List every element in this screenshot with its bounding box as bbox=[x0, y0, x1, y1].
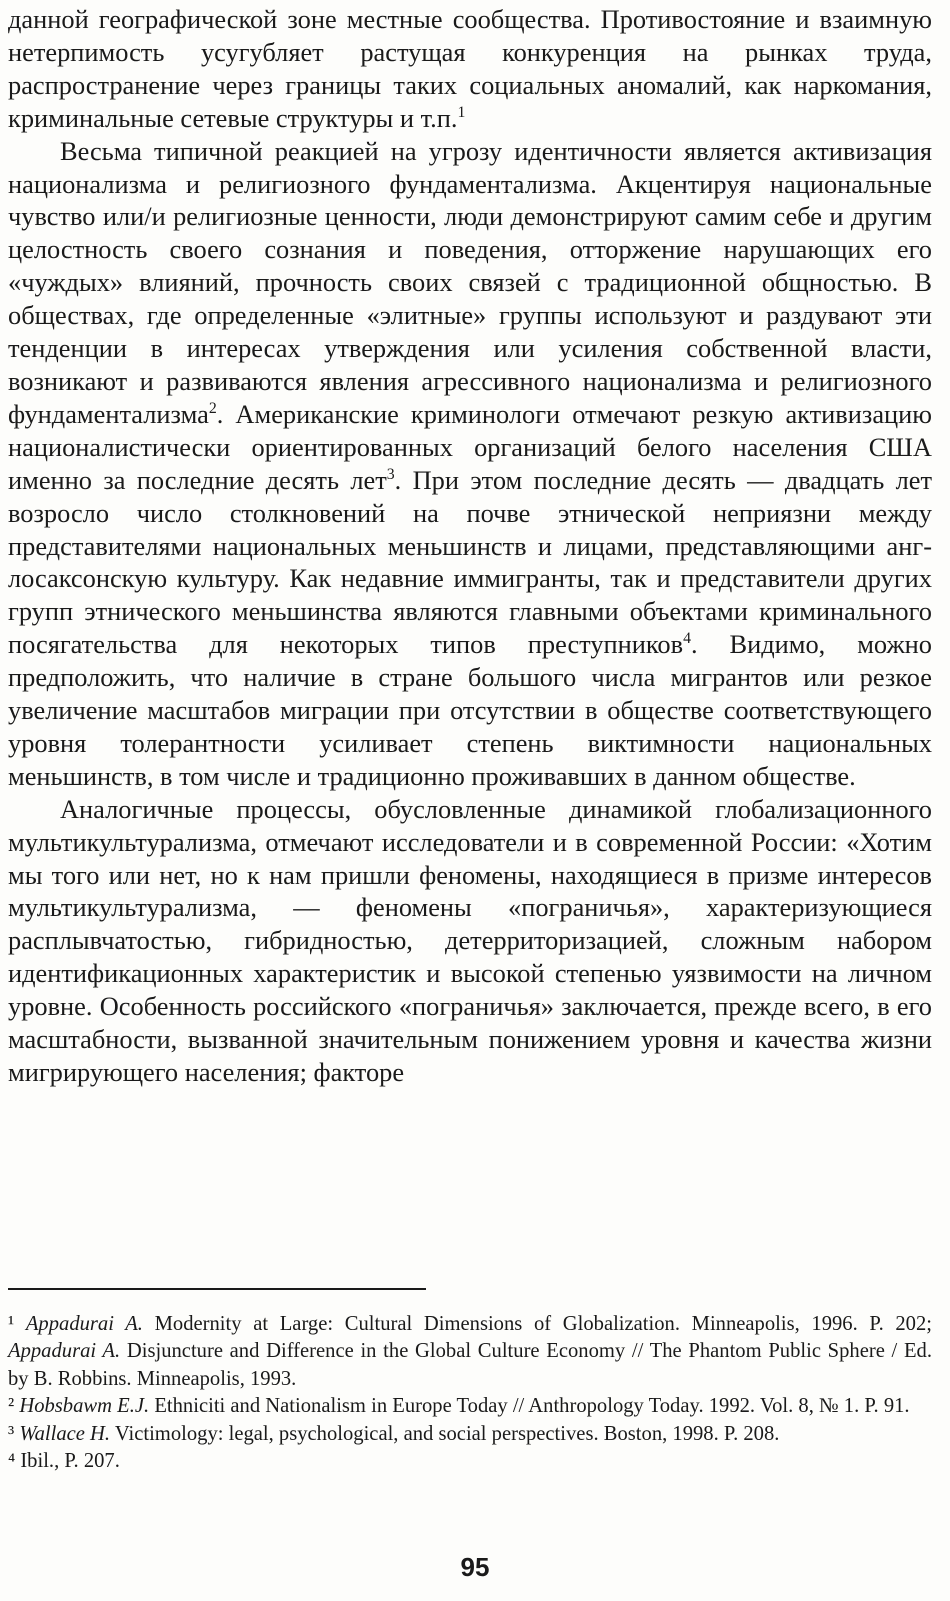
paragraph bbox=[8, 3, 932, 135]
paragraph-text: . Видимо, можно предположить, что наличие в стране большого числа мигрантов или резкое увеличение масштабов миграции при отсутствии в обществе соответствующего уровня толерантности усиливает степень виктимности национальных меньшинств, в том числе и традиционно проживавших в данном обществе. bbox=[8, 629, 932, 791]
paragraph-text: данной географической зоне местные сообщества. Противостояние и взаимную нетерпимость усугубляет растущая конкуренция на рынках труда, распространение через границы таких социальных аномалий, как наркомания, криминальные сетевые структуры и т.п. bbox=[8, 4, 932, 133]
footnote-text: ² bbox=[8, 1395, 20, 1418]
main-text bbox=[8, 0, 932, 1089]
footnote-text: ⁴ Ibil., P. 207. bbox=[8, 1450, 120, 1473]
paragraph bbox=[8, 135, 932, 793]
paragraph-text: Аналогичные процессы, обусловленные динамикой глобализационного мультикультурализма, отмечают исследователи и в современной России: «Хотим мы того или нет, но к нам пришли феномены, находящиеся в призме интересов мультикультурализма, — феномены «пограничья», характеризующиеся расплывчатостью, гибридностью, детерриторизацией, сложным набором идентификационных характеристик и высокой степенью уязвимости на личном уровне. Особенность российского «пограничья» заключается, прежде всего, в его масштабности, вызванной значительным понижением уровня и качества жизни мигрирующего населения; факторе bbox=[8, 793, 932, 1087]
footnote-separator bbox=[8, 1288, 426, 1290]
footnote-author: Wallace H. bbox=[19, 1422, 111, 1445]
paragraph-text: . При этом последние десять — двадцать лет возросло число столкновений на почве этнической неприязни между представителями национальных меньшинств и лицами, представляющими англосаксонскую культуру. Как недавние иммигранты, так и представители других групп этнического меньшинства являются главными объектами криминального посягательства для некоторых типов преступников bbox=[8, 464, 932, 660]
footnote-ref: 1 bbox=[457, 103, 466, 121]
footnote-text: Modernity at Large: Cultural Dimensions of Globalization. Minneapolis, 1996. P. 202; bbox=[142, 1313, 932, 1335]
footnote-text: Victimology: legal, psychological, and social perspectives. Boston, 1998. P. 208. bbox=[110, 1422, 780, 1445]
paragraph bbox=[8, 793, 932, 1089]
footnote bbox=[8, 1421, 932, 1448]
footnote-author: Hobsbawm E.J. bbox=[19, 1395, 150, 1418]
page-number: 95 bbox=[460, 1552, 490, 1582]
footnote-text: Disjuncture and Difference in the Global Culture Economy // The Phantom Public Sphere / Ed. by B. Robbins. Minneapolis, 1993. bbox=[8, 1340, 933, 1390]
footnote-text: Ethniciti and Nationalism in Europe Today // Anthropology Today. 1992. Vol. 8, № 1. P. 91. bbox=[149, 1395, 910, 1418]
paragraph-text: Весьма типичной реакцией на угрозу идентичности является активизация национализма и религиозного фундаментализма. Акцентируя национальные чувство или/и религиозные ценности, люди демонстрируют самим себе и другим целостность своего сознания и поведения, отторжение нарушающих его «чуждых» влияний, прочность своих связей с традиционной общностью. В обществах, где определенные «элитные» группы используют и раздувают эти тенденции в интересах утверждения или усиления собственной власти, возникают и развиваются явления агрессивного национализма и религиозного фундаментализма bbox=[8, 135, 932, 429]
footnotes bbox=[8, 1311, 932, 1475]
footnote-ref: 3 bbox=[386, 465, 395, 483]
footnote bbox=[8, 1448, 932, 1475]
footnote-text: ³ bbox=[8, 1422, 20, 1445]
footnote-ref: 4 bbox=[683, 630, 691, 648]
footnote bbox=[8, 1311, 932, 1393]
footnote-text: ¹ bbox=[8, 1313, 26, 1335]
footnote-author: Appadurai A. bbox=[8, 1340, 121, 1363]
footnote-author: Appadurai A. bbox=[25, 1313, 143, 1335]
footnote bbox=[8, 1393, 932, 1420]
footnote-ref: 2 bbox=[208, 400, 217, 418]
paragraph-text: . Американские криминологи отмечают резкую активизацию националистически ориентированных организаций белого населения США именно за последние десять лет bbox=[8, 398, 932, 495]
